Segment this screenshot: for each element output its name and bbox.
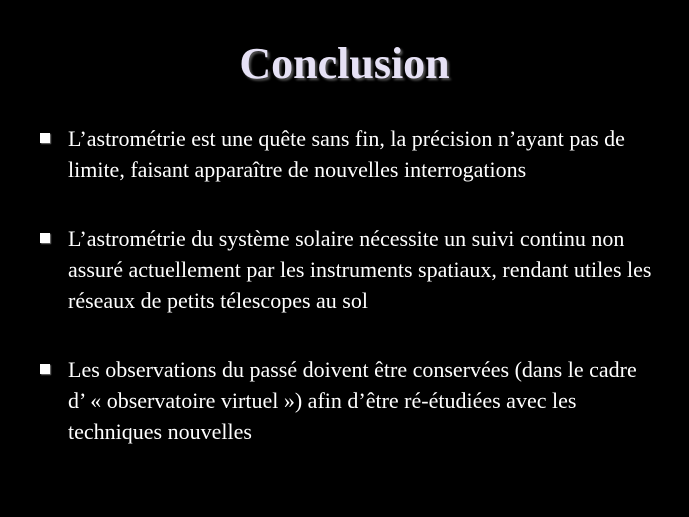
- square-bullet-icon: [40, 133, 50, 143]
- slide-title: Conclusion: [239, 39, 450, 88]
- square-bullet-icon: [40, 364, 50, 374]
- bullet-item: [40, 223, 652, 316]
- square-bullet-icon: [40, 233, 50, 243]
- bullet-item: [40, 123, 652, 185]
- bullet-item: [40, 354, 652, 447]
- bullet-text: Les observations du passé doivent être conservées (dans le cadre d’ « observatoire virtuel ») afin d’être ré-étudiées avec les techniques nouvelles: [68, 357, 637, 444]
- bullet-list: [40, 123, 652, 447]
- bullet-text: L’astrométrie du système solaire nécessite un suivi continu non assuré actuellement par les instruments spatiaux, rendant utiles les réseaux de petits télescopes au sol: [68, 226, 652, 313]
- bullet-text: L’astrométrie est une quête sans fin, la précision n’ayant pas de limite, faisant apparaître de nouvelles interrogations: [68, 126, 625, 182]
